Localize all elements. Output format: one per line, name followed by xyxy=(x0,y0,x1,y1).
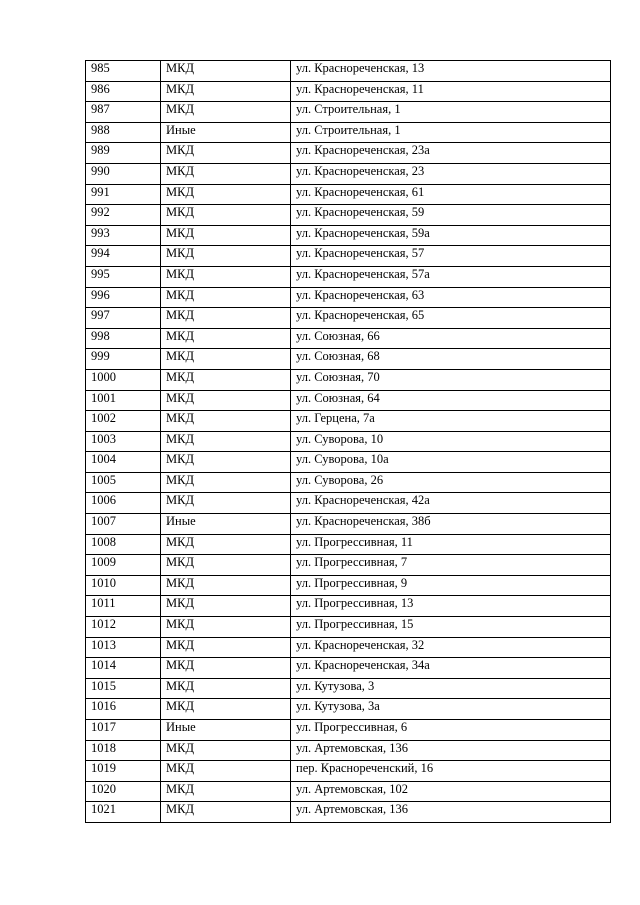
address-cell: ул. Краснореченская, 23 xyxy=(291,163,611,184)
row-number-cell: 998 xyxy=(86,328,161,349)
address-cell: ул. Прогрессивная, 6 xyxy=(291,720,611,741)
table-row xyxy=(86,761,611,782)
table-row xyxy=(86,493,611,514)
address-cell: ул. Прогрессивная, 7 xyxy=(291,555,611,576)
row-number-cell: 1004 xyxy=(86,452,161,473)
object-type-cell: МКД xyxy=(161,411,291,432)
row-number-cell: 1013 xyxy=(86,637,161,658)
row-number-cell: 1016 xyxy=(86,699,161,720)
row-number-cell: 1003 xyxy=(86,431,161,452)
address-cell: ул. Строительная, 1 xyxy=(291,102,611,123)
object-type-cell: МКД xyxy=(161,472,291,493)
address-cell: ул. Союзная, 68 xyxy=(291,349,611,370)
address-cell: ул. Прогрессивная, 13 xyxy=(291,596,611,617)
table-row xyxy=(86,658,611,679)
row-number-cell: 990 xyxy=(86,163,161,184)
row-number-cell: 995 xyxy=(86,266,161,287)
object-type-cell: МКД xyxy=(161,452,291,473)
object-type-cell: МКД xyxy=(161,143,291,164)
table-row xyxy=(86,555,611,576)
row-number-cell: 1017 xyxy=(86,720,161,741)
table-row xyxy=(86,720,611,741)
address-cell: ул. Кутузова, 3а xyxy=(291,699,611,720)
table-row xyxy=(86,514,611,535)
table-row xyxy=(86,431,611,452)
object-type-cell: МКД xyxy=(161,328,291,349)
row-number-cell: 1010 xyxy=(86,575,161,596)
row-number-cell: 997 xyxy=(86,308,161,329)
row-number-cell: 986 xyxy=(86,81,161,102)
object-type-cell: МКД xyxy=(161,493,291,514)
table-row xyxy=(86,287,611,308)
table-row xyxy=(86,617,611,638)
address-cell: ул. Краснореченская, 32 xyxy=(291,637,611,658)
address-cell: ул. Строительная, 1 xyxy=(291,122,611,143)
address-cell: ул. Краснореченская, 42а xyxy=(291,493,611,514)
address-cell: ул. Суворова, 10а xyxy=(291,452,611,473)
row-number-cell: 999 xyxy=(86,349,161,370)
address-cell: ул. Герцена, 7а xyxy=(291,411,611,432)
object-type-cell: МКД xyxy=(161,287,291,308)
table-row xyxy=(86,472,611,493)
row-number-cell: 1000 xyxy=(86,369,161,390)
row-number-cell: 991 xyxy=(86,184,161,205)
row-number-cell: 1020 xyxy=(86,781,161,802)
row-number-cell: 989 xyxy=(86,143,161,164)
table-row xyxy=(86,143,611,164)
object-type-cell: МКД xyxy=(161,596,291,617)
object-type-cell: МКД xyxy=(161,266,291,287)
table-row xyxy=(86,390,611,411)
row-number-cell: 1007 xyxy=(86,514,161,535)
object-type-cell: МКД xyxy=(161,184,291,205)
object-type-cell: МКД xyxy=(161,617,291,638)
object-type-cell: Иные xyxy=(161,122,291,143)
object-type-cell: МКД xyxy=(161,205,291,226)
address-cell: ул. Прогрессивная, 11 xyxy=(291,534,611,555)
table-row xyxy=(86,575,611,596)
address-cell: ул. Союзная, 66 xyxy=(291,328,611,349)
row-number-cell: 988 xyxy=(86,122,161,143)
object-type-cell: МКД xyxy=(161,349,291,370)
table-row xyxy=(86,678,611,699)
table-row xyxy=(86,369,611,390)
table-row xyxy=(86,411,611,432)
address-cell: ул. Краснореченская, 57 xyxy=(291,246,611,267)
row-number-cell: 987 xyxy=(86,102,161,123)
address-cell: ул. Союзная, 64 xyxy=(291,390,611,411)
object-type-cell: МКД xyxy=(161,781,291,802)
row-number-cell: 1015 xyxy=(86,678,161,699)
address-cell: ул. Артемовская, 136 xyxy=(291,802,611,823)
row-number-cell: 1012 xyxy=(86,617,161,638)
row-number-cell: 994 xyxy=(86,246,161,267)
object-type-cell: Иные xyxy=(161,720,291,741)
row-number-cell: 1008 xyxy=(86,534,161,555)
table-row xyxy=(86,328,611,349)
object-type-cell: МКД xyxy=(161,61,291,82)
address-cell: ул. Прогрессивная, 15 xyxy=(291,617,611,638)
address-cell: ул. Прогрессивная, 9 xyxy=(291,575,611,596)
object-type-cell: МКД xyxy=(161,678,291,699)
row-number-cell: 1019 xyxy=(86,761,161,782)
table-row xyxy=(86,102,611,123)
table-row xyxy=(86,205,611,226)
address-cell: ул. Суворова, 10 xyxy=(291,431,611,452)
table-row xyxy=(86,266,611,287)
object-type-cell: МКД xyxy=(161,699,291,720)
row-number-cell: 1009 xyxy=(86,555,161,576)
address-cell: ул. Краснореченская, 57а xyxy=(291,266,611,287)
table-row xyxy=(86,637,611,658)
object-type-cell: МКД xyxy=(161,555,291,576)
table-row xyxy=(86,61,611,82)
table-row xyxy=(86,596,611,617)
row-number-cell: 1011 xyxy=(86,596,161,617)
address-cell: ул. Артемовская, 136 xyxy=(291,740,611,761)
table-row xyxy=(86,122,611,143)
address-cell: ул. Кутузова, 3 xyxy=(291,678,611,699)
address-cell: ул. Краснореченская, 11 xyxy=(291,81,611,102)
row-number-cell: 1005 xyxy=(86,472,161,493)
object-type-cell: МКД xyxy=(161,81,291,102)
object-type-cell: МКД xyxy=(161,761,291,782)
row-number-cell: 1002 xyxy=(86,411,161,432)
object-type-cell: МКД xyxy=(161,369,291,390)
address-cell: пер. Краснореченский, 16 xyxy=(291,761,611,782)
table-row xyxy=(86,184,611,205)
table-row xyxy=(86,802,611,823)
object-type-cell: МКД xyxy=(161,390,291,411)
address-cell: ул. Краснореченская, 63 xyxy=(291,287,611,308)
row-number-cell: 993 xyxy=(86,225,161,246)
table-row xyxy=(86,534,611,555)
object-type-cell: МКД xyxy=(161,225,291,246)
table-row xyxy=(86,781,611,802)
address-cell: ул. Краснореченская, 23а xyxy=(291,143,611,164)
row-number-cell: 1006 xyxy=(86,493,161,514)
address-table xyxy=(85,60,611,823)
object-type-cell: МКД xyxy=(161,102,291,123)
table-row xyxy=(86,163,611,184)
object-type-cell: МКД xyxy=(161,246,291,267)
address-cell: ул. Краснореченская, 65 xyxy=(291,308,611,329)
table-body xyxy=(86,61,611,823)
table-row xyxy=(86,308,611,329)
address-cell: ул. Краснореченская, 13 xyxy=(291,61,611,82)
object-type-cell: МКД xyxy=(161,740,291,761)
object-type-cell: МКД xyxy=(161,308,291,329)
table-row xyxy=(86,81,611,102)
row-number-cell: 1001 xyxy=(86,390,161,411)
address-cell: ул. Артемовская, 102 xyxy=(291,781,611,802)
row-number-cell: 996 xyxy=(86,287,161,308)
row-number-cell: 1021 xyxy=(86,802,161,823)
table-row xyxy=(86,699,611,720)
address-cell: ул. Краснореченская, 34а xyxy=(291,658,611,679)
object-type-cell: Иные xyxy=(161,514,291,535)
table-row xyxy=(86,452,611,473)
address-cell: ул. Суворова, 26 xyxy=(291,472,611,493)
table-row xyxy=(86,349,611,370)
address-cell: ул. Союзная, 70 xyxy=(291,369,611,390)
address-cell: ул. Краснореченская, 38б xyxy=(291,514,611,535)
address-cell: ул. Краснореченская, 59 xyxy=(291,205,611,226)
object-type-cell: МКД xyxy=(161,637,291,658)
object-type-cell: МКД xyxy=(161,534,291,555)
address-cell: ул. Краснореченская, 59а xyxy=(291,225,611,246)
object-type-cell: МКД xyxy=(161,658,291,679)
table-row xyxy=(86,225,611,246)
object-type-cell: МКД xyxy=(161,802,291,823)
table-row xyxy=(86,740,611,761)
row-number-cell: 1014 xyxy=(86,658,161,679)
row-number-cell: 985 xyxy=(86,61,161,82)
table-row xyxy=(86,246,611,267)
row-number-cell: 1018 xyxy=(86,740,161,761)
address-cell: ул. Краснореченская, 61 xyxy=(291,184,611,205)
object-type-cell: МКД xyxy=(161,431,291,452)
row-number-cell: 992 xyxy=(86,205,161,226)
object-type-cell: МКД xyxy=(161,575,291,596)
object-type-cell: МКД xyxy=(161,163,291,184)
